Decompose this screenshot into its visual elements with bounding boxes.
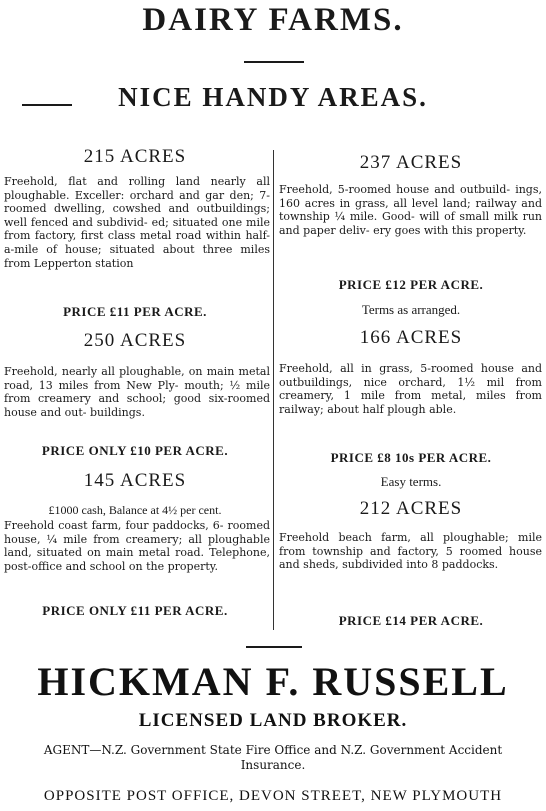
broker-role: LICENSED LAND BROKER. bbox=[138, 710, 408, 731]
listing-body: Freehold, nearly all ploughable, on main metal road, 13 miles from New Ply- mouth; ½ mile from creamery and school; good six-roomed house and out- buildings. bbox=[4, 365, 270, 419]
page-title: DAIRY FARMS. bbox=[142, 2, 404, 38]
listing-price: PRICE £14 PER ACRE. bbox=[338, 613, 484, 628]
listing-heading: 250 ACRES bbox=[83, 330, 187, 351]
listing-price: PRICE ONLY £10 PER ACRE. bbox=[41, 443, 229, 458]
title-underline bbox=[244, 61, 304, 63]
listing-heading: 237 ACRES bbox=[359, 152, 463, 173]
column-divider bbox=[273, 150, 274, 630]
listing-terms: Terms as arranged. bbox=[361, 302, 461, 317]
listing-body: Freehold, 5-roomed house and outbuild- ings, 160 acres in grass, all level land; railway and township ¼ mile. Good- will of small milk run and paper deliv- ery goes with this property. bbox=[279, 183, 542, 237]
agent-line: AGENT—N.Z. Government State Fire Office and N.Z. Government Accident Insurance. bbox=[43, 743, 503, 772]
listing-body: Freehold beach farm, all ploughable; mile from township and factory, 5 roomed house and sheds, subdivided into 8 paddocks. bbox=[279, 531, 542, 572]
listing-price: PRICE £11 PER ACRE. bbox=[63, 304, 207, 319]
listing-price: PRICE £8 10s PER ACRE. bbox=[330, 450, 492, 465]
listing-body: Freehold coast farm, four paddocks, 6- roomed house, ¼ mile from creamery; all ploughable land, situated on main metal road. Telephone, post-office and school on the property. bbox=[4, 519, 270, 573]
listing-terms: Easy terms. bbox=[380, 474, 442, 489]
listing-heading: 166 ACRES bbox=[359, 327, 463, 348]
listing-price: PRICE £12 PER ACRE. bbox=[338, 277, 484, 292]
listing-heading: 212 ACRES bbox=[359, 498, 463, 519]
listing-body: Freehold, flat and rolling land nearly all ploughable. Exceller: orchard and gar den; 7-roomed dwelling, cowshed and outbuildings; well fenced and subdivid- ed; situated one mile from factory, first class metal road within half-a-mile of house; situated about three miles from Lepperton station bbox=[4, 175, 270, 270]
listing-price: PRICE ONLY £11 PER ACRE. bbox=[42, 603, 228, 618]
listing-body: Freehold, all in grass, 5-roomed house and outbuildings, nice orchard, 1½ mil from creamery, 1 mile from metal, miles from railway; about half plough able. bbox=[279, 362, 542, 416]
broker-name: HICKMAN F. RUSSELL bbox=[37, 659, 509, 704]
listing-heading: 215 ACRES bbox=[83, 146, 187, 167]
page-subtitle: NICE HANDY AREAS. bbox=[118, 82, 428, 112]
office-address: OPPOSITE POST OFFICE, DEVON STREET, NEW PLYMOUTH bbox=[43, 788, 503, 804]
footer-divider bbox=[246, 646, 302, 648]
listing-terms-lead: £1000 cash, Balance at 4½ per cent. bbox=[48, 503, 222, 517]
listing-heading: 145 ACRES bbox=[83, 470, 187, 491]
